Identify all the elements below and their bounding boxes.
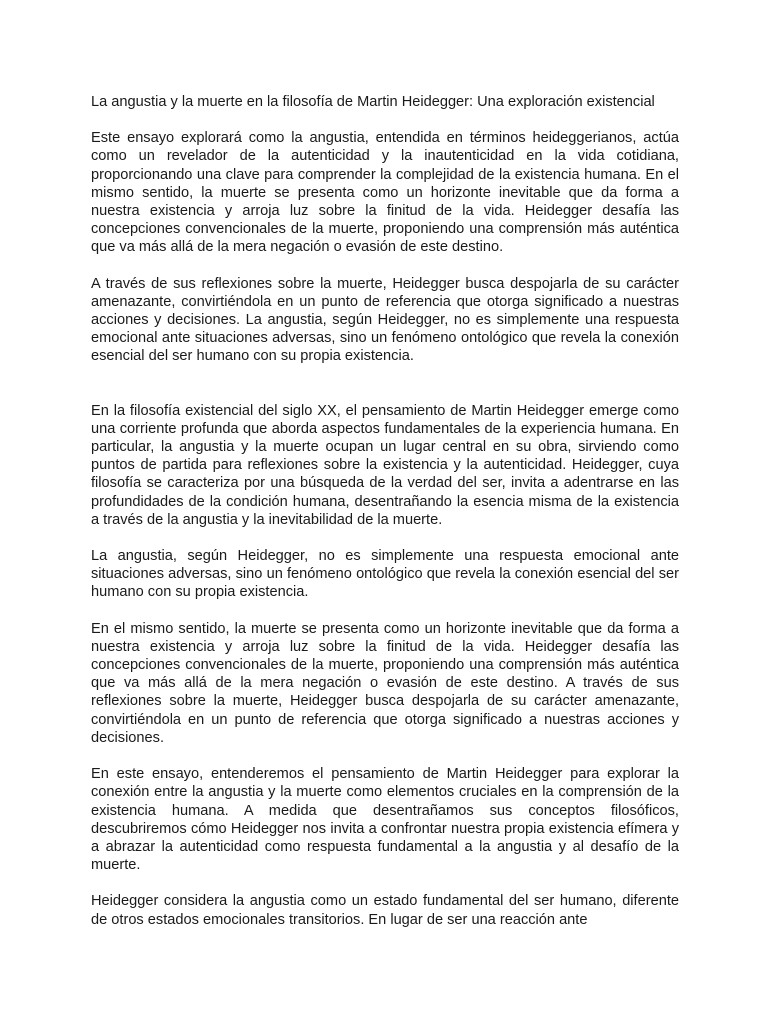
paragraph-5: En el mismo sentido, la muerte se presenta como un horizonte inevitable que da forma a nuestra existencia y arroja luz sobre la finitud de la vida. Heidegger desafía las concepciones convencionales de la muerte, proponiendo una comprensión más auténtica que va más allá de la mera negación o evasión de este destino. A través de sus reflexiones sobre la muerte, Heidegger busca despojarla de su carácter amenazante, convirtiéndola en un punto de referencia que otorga significado a nuestras acciones y decisiones. <box>91 620 679 746</box>
paragraph-2: A través de sus reflexiones sobre la muerte, Heidegger busca despojarla de su carácter amenazante, convirtiéndola en un punto de referencia que otorga significado a nuestras acciones y decisiones. La angustia, según Heidegger, no es simplemente una respuesta emocional ante situaciones adversas, sino un fenómeno ontológico que revela la conexión esencial del ser humano con su propia existencia. <box>91 275 679 365</box>
paragraph-spacer <box>91 384 679 402</box>
paragraph-1: Este ensayo explorará como la angustia, entendida en términos heideggerianos, actúa como un revelador de la autenticidad y la inautenticidad en la vida cotidiana, proporcionando una clave para comprender la complejidad de la existencia humana. En el mismo sentido, la muerte se presenta como un horizonte inevitable que da forma a nuestra existencia y arroja luz sobre la finitud de la vida. Heidegger desafía las concepciones convencionales de la muerte, proponiendo una comprensión más auténtica que va más allá de la mera negación o evasión de este destino. <box>91 130 679 256</box>
paragraph-4: La angustia, según Heidegger, no es simplemente una respuesta emocional ante situaciones adversas, sino un fenómeno ontológico que revela la conexión esencial del ser humano con su propia existencia. <box>91 548 679 601</box>
paragraph-3: En la filosofía existencial del siglo XX, el pensamiento de Martin Heidegger emerge como una corriente profunda que aborda aspectos fundamentales de la experiencia humana. En particular, la angustia y la muerte ocupan un lugar central en su obra, sirviendo como puntos de partida para reflexiones sobre la existencia y la autenticidad. Heidegger, cuya filosofía se caracteriza por una búsqueda de la verdad del ser, invita a adentrarse en las profundidades de la condición humana, desentrañando la esencia misma de la existencia a través de la angustia y la inevitabilidad de la muerte. <box>91 402 679 528</box>
paragraph-6: En este ensayo, entenderemos el pensamiento de Martin Heidegger para explorar la conexión entre la angustia y la muerte como elementos cruciales en la comprensión de la existencia humana. A medida que desentrañamos sus conceptos filosóficos, descubriremos cómo Heidegger nos invita a confrontar nuestra propia existencia efímera y a abrazar la autenticidad como respuesta fundamental a la angustia y al desafío de la muerte. <box>91 766 679 874</box>
document-title: La angustia y la muerte en la filosofía de Martin Heidegger: Una exploración existencial <box>91 94 655 110</box>
document-page <box>91 93 679 947</box>
paragraph-7: Heidegger considera la angustia como un estado fundamental del ser humano, diferente de otros estados emocionales transitorios. En lugar de ser una reacción ante <box>91 893 679 928</box>
